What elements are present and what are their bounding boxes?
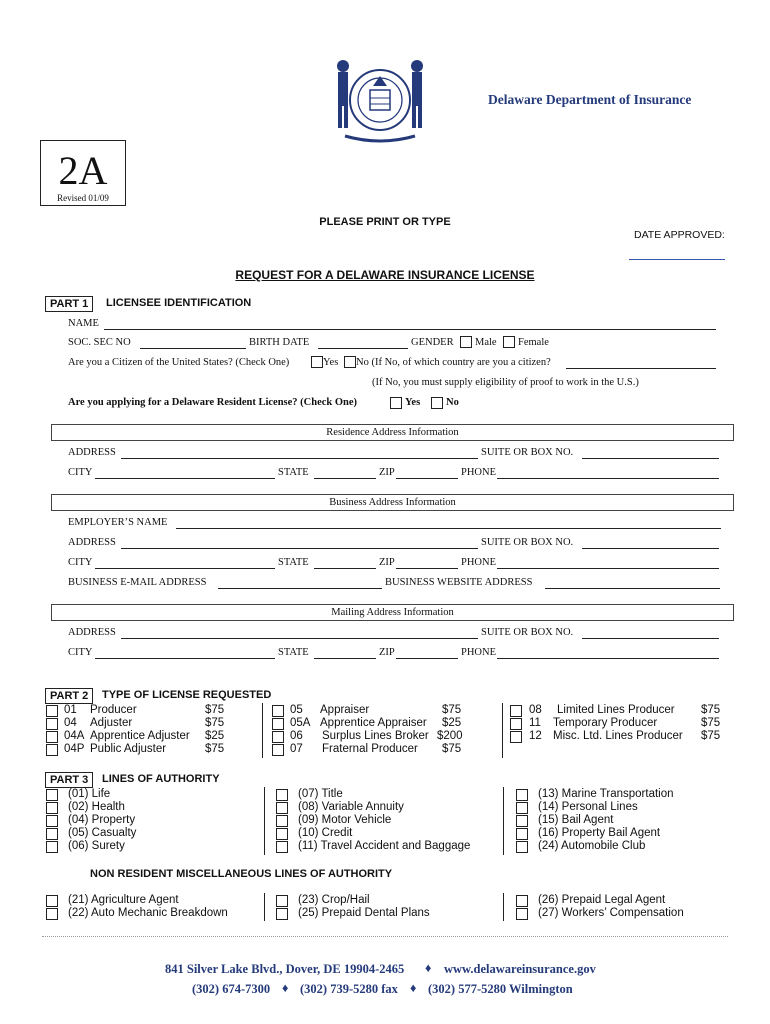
- license-fee: $75: [205, 704, 225, 716]
- license-code: 05: [290, 704, 303, 716]
- nonres-item: (23) Crop/Hail: [298, 894, 370, 906]
- male-checkbox[interactable]: [460, 336, 472, 348]
- citizen-yes-label: Yes: [323, 357, 339, 368]
- part2-divider-1: [262, 703, 263, 758]
- form-title: REQUEST FOR A DELAWARE INSURANCE LICENSE: [235, 268, 535, 282]
- bus-state-field[interactable]: [314, 568, 376, 569]
- nonres-checkbox[interactable]: [516, 895, 528, 907]
- res-address-field[interactable]: [121, 458, 478, 459]
- footer-website[interactable]: www.delawareinsurance.gov: [444, 962, 596, 976]
- res-phone-field[interactable]: [497, 478, 719, 479]
- bus-address-label: ADDRESS: [68, 537, 116, 548]
- bus-suite-label: SUITE OR BOX NO.: [481, 537, 574, 548]
- gender-label: GENDER: [411, 337, 454, 348]
- bus-website-label: BUSINESS WEBSITE ADDRESS: [385, 577, 533, 588]
- part1-label: PART 1: [45, 296, 93, 312]
- authority-checkbox[interactable]: [276, 815, 288, 827]
- license-fee: $200: [437, 730, 463, 742]
- license-checkbox[interactable]: [510, 718, 522, 730]
- license-checkbox[interactable]: [510, 731, 522, 743]
- authority-item: (08) Variable Annuity: [298, 801, 404, 813]
- mail-city-field[interactable]: [95, 658, 275, 659]
- license-name: Limited Lines Producer: [557, 704, 675, 716]
- resident-yes-checkbox[interactable]: [390, 397, 402, 409]
- res-state-label: STATE: [278, 467, 309, 478]
- nonres-checkbox[interactable]: [46, 895, 58, 907]
- authority-item: (02) Health: [68, 801, 125, 813]
- bus-address-field[interactable]: [121, 548, 478, 549]
- form-number-box: [40, 140, 126, 206]
- authority-item: (01) Life: [68, 788, 111, 800]
- license-name: Adjuster: [90, 717, 133, 729]
- bus-zip-label: ZIP: [379, 557, 395, 568]
- license-checkbox[interactable]: [272, 731, 284, 743]
- mail-zip-label: ZIP: [379, 647, 395, 658]
- part1-title: LICENSEE IDENTIFICATION: [106, 297, 252, 309]
- authority-item: (16) Property Bail Agent: [538, 827, 661, 839]
- bus-email-field[interactable]: [218, 588, 382, 589]
- bus-suite-field[interactable]: [582, 548, 719, 549]
- license-fee: $75: [701, 704, 721, 716]
- authority-checkbox[interactable]: [516, 828, 528, 840]
- res-zip-label: ZIP: [379, 467, 395, 478]
- mail-state-field[interactable]: [314, 658, 376, 659]
- ssn-label: SOC. SEC NO: [68, 337, 131, 348]
- nonres-item: (26) Prepaid Legal Agent: [538, 894, 666, 906]
- license-fee: $75: [701, 730, 721, 742]
- date-approved-label: DATE APPROVED:: [634, 229, 725, 241]
- nonres-divider-1: [264, 893, 265, 921]
- license-code: 04A: [64, 730, 85, 742]
- license-checkbox[interactable]: [46, 731, 58, 743]
- citizen-question: Are you a Citizen of the United States? (Check One): [68, 357, 290, 368]
- bus-website-field[interactable]: [545, 588, 720, 589]
- footer-divider: [42, 936, 728, 937]
- license-code: 04P: [64, 743, 85, 755]
- license-fee: $75: [701, 717, 721, 729]
- bus-email-label: BUSINESS E-MAIL ADDRESS: [68, 577, 207, 588]
- birth-date-field[interactable]: [318, 348, 408, 349]
- diamond-icon: ♦: [425, 961, 432, 975]
- country-field[interactable]: [566, 368, 716, 369]
- citizen-no-label: No (If No, of which country are you a citizen?: [356, 357, 551, 368]
- footer-fax: (302) 739-5280 fax: [300, 982, 398, 996]
- authority-item: (15) Bail Agent: [538, 814, 614, 826]
- print-instruction: PLEASE PRINT OR TYPE: [319, 216, 451, 228]
- res-city-field[interactable]: [95, 478, 275, 479]
- license-checkbox[interactable]: [46, 718, 58, 730]
- nonres-item: (25) Prepaid Dental Plans: [298, 907, 430, 919]
- authority-item: (09) Motor Vehicle: [298, 814, 392, 826]
- authority-checkbox[interactable]: [516, 815, 528, 827]
- nonres-checkbox[interactable]: [516, 908, 528, 920]
- license-name: Apprentice Adjuster: [90, 730, 190, 742]
- eligibility-note: (If No, you must supply eligibility of proof to work in the U.S.): [372, 377, 639, 388]
- authority-item: (11) Travel Accident and Baggage: [298, 840, 471, 852]
- authority-item: (13) Marine Transportation: [538, 788, 674, 800]
- license-name: Producer: [90, 704, 137, 716]
- mail-phone-label: PHONE: [461, 647, 497, 658]
- authority-item: (10) Credit: [298, 827, 353, 839]
- bus-zip-field[interactable]: [396, 568, 458, 569]
- mail-zip-field[interactable]: [396, 658, 458, 659]
- mail-state-label: STATE: [278, 647, 309, 658]
- authority-item: (04) Property: [68, 814, 136, 826]
- authority-checkbox[interactable]: [276, 789, 288, 801]
- resident-no-label: No: [446, 397, 459, 408]
- authority-checkbox[interactable]: [46, 841, 58, 853]
- license-code: 08: [529, 704, 542, 716]
- citizen-no-checkbox[interactable]: [344, 356, 356, 368]
- nonres-divider-2: [503, 893, 504, 921]
- bus-city-field[interactable]: [95, 568, 275, 569]
- license-code: 01: [64, 704, 77, 716]
- authority-item: (06) Surety: [68, 840, 125, 852]
- mailing-band: Mailing Address Information: [51, 604, 734, 621]
- nonres-item: (22) Auto Mechanic Breakdown: [68, 907, 228, 919]
- authority-checkbox[interactable]: [516, 802, 528, 814]
- business-band: Business Address Information: [51, 494, 734, 511]
- resident-yes-label: Yes: [405, 397, 421, 408]
- res-state-field[interactable]: [314, 478, 376, 479]
- license-fee: $75: [205, 743, 225, 755]
- mail-address-label: ADDRESS: [68, 627, 116, 638]
- nonres-checkbox[interactable]: [276, 908, 288, 920]
- org-name: Delaware Department of Insurance: [488, 92, 692, 107]
- license-code: 06: [290, 730, 303, 742]
- nonres-title: NON RESIDENT MISCELLANEOUS LINES OF AUTHORITY: [90, 868, 393, 880]
- nonres-checkbox[interactable]: [46, 908, 58, 920]
- resident-question: Are you applying for a Delaware Resident License? (Check One): [68, 397, 358, 408]
- authority-checkbox[interactable]: [516, 841, 528, 853]
- license-code: 12: [529, 730, 542, 742]
- res-suite-label: SUITE OR BOX NO.: [481, 447, 574, 458]
- res-address-label: ADDRESS: [68, 447, 116, 458]
- birth-date-label: BIRTH DATE: [249, 337, 310, 348]
- license-checkbox[interactable]: [46, 744, 58, 756]
- license-checkbox[interactable]: [46, 705, 58, 717]
- license-name: Public Adjuster: [90, 743, 167, 755]
- bus-city-label: CITY: [68, 557, 93, 568]
- female-label: Female: [518, 337, 549, 348]
- authority-checkbox[interactable]: [276, 802, 288, 814]
- state-seal-logo: [325, 48, 435, 148]
- bus-phone-field[interactable]: [497, 568, 719, 569]
- mail-phone-field[interactable]: [497, 658, 719, 659]
- mail-suite-label: SUITE OR BOX NO.: [481, 627, 574, 638]
- license-fee: $75: [442, 704, 462, 716]
- bus-state-label: STATE: [278, 557, 309, 568]
- part2-divider-2: [502, 703, 503, 758]
- mail-suite-field[interactable]: [582, 638, 719, 639]
- license-code: 07: [290, 743, 303, 755]
- female-checkbox[interactable]: [503, 336, 515, 348]
- form-number: 2A: [58, 148, 108, 193]
- license-code: 04: [64, 717, 77, 729]
- resident-no-checkbox[interactable]: [431, 397, 443, 409]
- footer-phone: (302) 674-7300: [192, 982, 271, 996]
- ssn-field[interactable]: [140, 348, 246, 349]
- authority-checkbox[interactable]: [276, 828, 288, 840]
- res-zip-field[interactable]: [396, 478, 458, 479]
- license-fee: $25: [442, 717, 462, 729]
- res-suite-field[interactable]: [582, 458, 719, 459]
- revised-date: Revised 01/09: [57, 193, 109, 203]
- footer-address: 841 Silver Lake Blvd., Dover, DE 19904-2465: [165, 962, 405, 976]
- authority-item: (24) Automobile Club: [538, 840, 646, 852]
- license-name: Apprentice Appraiser: [320, 717, 427, 729]
- authority-checkbox[interactable]: [516, 789, 528, 801]
- name-field[interactable]: [104, 329, 716, 330]
- authority-item: (14) Personal Lines: [538, 801, 638, 813]
- mail-city-label: CITY: [68, 647, 93, 658]
- employer-label: EMPLOYER’S NAME: [68, 517, 168, 528]
- license-name: Misc. Ltd. Lines Producer: [553, 730, 683, 742]
- authority-checkbox[interactable]: [46, 802, 58, 814]
- authority-checkbox[interactable]: [46, 828, 58, 840]
- date-approved-line[interactable]: [629, 259, 725, 260]
- authority-checkbox[interactable]: [46, 815, 58, 827]
- res-phone-label: PHONE: [461, 467, 497, 478]
- part2-title: TYPE OF LICENSE REQUESTED: [102, 689, 272, 701]
- license-checkbox[interactable]: [272, 705, 284, 717]
- male-label: Male: [475, 337, 497, 348]
- citizen-yes-checkbox[interactable]: [311, 356, 323, 368]
- license-name: Surplus Lines Broker: [322, 730, 429, 742]
- authority-checkbox[interactable]: [276, 841, 288, 853]
- diamond-icon: ♦: [282, 981, 289, 995]
- res-city-label: CITY: [68, 467, 93, 478]
- license-fee: $75: [442, 743, 462, 755]
- name-label: NAME: [68, 318, 99, 329]
- part3-divider-1: [264, 787, 265, 855]
- part3-title: LINES OF AUTHORITY: [102, 773, 220, 785]
- license-fee: $75: [205, 717, 225, 729]
- license-name: Appraiser: [320, 704, 370, 716]
- authority-item: (05) Casualty: [68, 827, 137, 839]
- license-checkbox[interactable]: [272, 718, 284, 730]
- license-code: 11: [529, 717, 541, 729]
- license-name: Temporary Producer: [553, 717, 658, 729]
- bus-phone-label: PHONE: [461, 557, 497, 568]
- diamond-icon: ♦: [410, 981, 417, 995]
- employer-field[interactable]: [176, 528, 721, 529]
- authority-checkbox[interactable]: [46, 789, 58, 801]
- part3-label: PART 3: [45, 772, 93, 788]
- part3-divider-2: [503, 787, 504, 855]
- license-checkbox[interactable]: [510, 705, 522, 717]
- residence-band: Residence Address Information: [51, 424, 734, 441]
- license-code: 05A: [290, 717, 311, 729]
- nonres-item: (27) Workers’ Compensation: [538, 907, 684, 919]
- nonres-checkbox[interactable]: [276, 895, 288, 907]
- license-name: Fraternal Producer: [322, 743, 418, 755]
- mail-address-field[interactable]: [121, 638, 478, 639]
- part2-label: PART 2: [45, 688, 93, 704]
- license-checkbox[interactable]: [272, 744, 284, 756]
- authority-item: (07) Title: [298, 788, 343, 800]
- footer-wilmington: (302) 577-5280 Wilmington: [428, 982, 573, 996]
- nonres-item: (21) Agriculture Agent: [68, 894, 179, 906]
- license-fee: $25: [205, 730, 225, 742]
